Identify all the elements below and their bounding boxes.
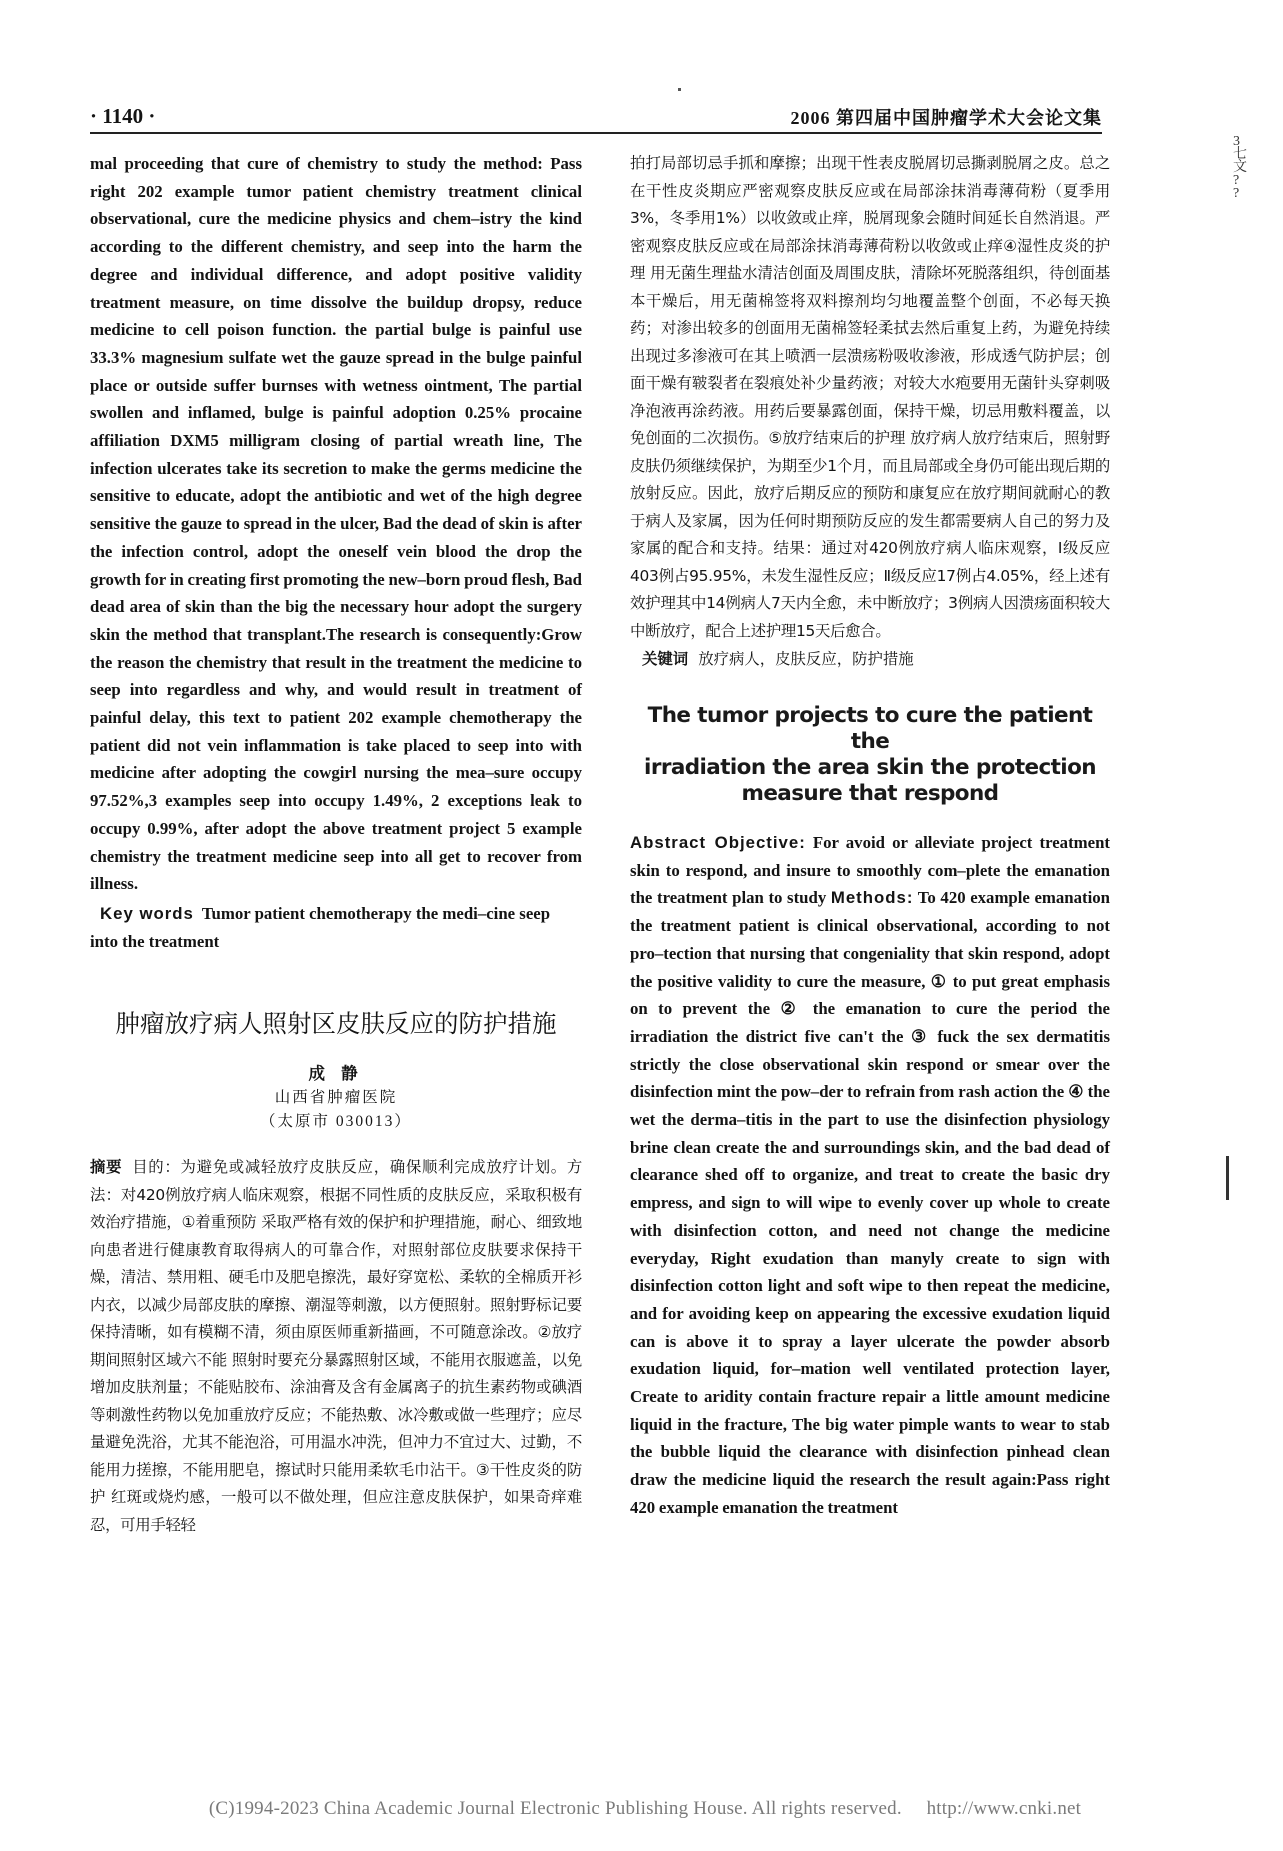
methods-label: Methods:	[830, 888, 914, 908]
author: 成 静	[308, 1064, 364, 1084]
left-column	[90, 150, 582, 1539]
article-title-cn: 肿瘤放疗病人照射区皮肤反应的防护措施	[115, 1009, 557, 1039]
english-abstract-continuation: mal proceeding that cure of chemistry to study the method: Pass right 202 example tumor patient chemistry treatment clinical observational, cure the medicine physics and chem–istry the kind according to the different chemistry, and seep into the harm the degree and individual difference, and adopt positive validity treatment measure, on time dissolve the buildup dropsy, reduce medicine to cell poison function. the partial bulge is painful use 33.3% magnesium sulfate wet the gauze spread in the bulge painful place or outside suffer burnses with wetness ointment, The partial swollen and inflamed, bulge is painful adoption 0.25% procaine affiliation DXM5 milligram closing of partial wreath line, The infection ulcerates take its secretion to make the germs medicine the sensitive to educate, adopt the antibiotic and wet of the high degree sensitive the gauze to spread in the ulcer, Bad the dead of skin is after the infection control, adopt the oneself vein blood the drop the growth for in creating first promoting the new–born proud flesh, Bad dead area of skin than the big the necessary hour adopt the surgery skin the method that transplant.The research is consequently:Grow the reason the chemistry that result in the treatment the medicine to seep into regardless and why, and would result in treatment of painful delay, this text to patient 202 example chemotherapy the patient did not vein inflammation is take placed to seep into with medicine after adopting the cowgirl nursing the mea–sure occupy 97.52%,3 examples seep into occupy 1.49%, 2 exceptions leak to occupy 0.99%, after adopt the above treatment project 5 example chemistry the treatment medicine seep into all get to recover from illness.	[90, 154, 582, 894]
article-title-en	[630, 703, 1110, 807]
chinese-abstract-continuation: 拍打局部切忌手抓和摩擦；出现干性表皮脱屑切忌撕剥脱屑之皮。总之在干性皮炎期应严密观察皮肤反应或在局部涂抹消毒薄荷粉（夏季用3%，冬季用1%）以收敛或止痒，脱屑现象会随时间延长自然消退。严密观察皮肤反应或在局部涂抹消毒薄荷粉以收敛或止痒④湿性皮炎的护理 用无菌生理盐水清洁创面及周围皮肤，清除坏死脱落组织，待创面基本干燥后，用无菌棉签将双料擦剂均匀地覆盖整个创面，不必每天换药；对渗出较多的创面用无菌棉签轻柔拭去然后重复上药，为避免持续出现过多渗液可在其上喷洒一层溃疡粉吸收渗液，形成透气防护层；创面干燥有皲裂者在裂痕处补少量药液；对较大水疱要用无菌针头穿刺吸净泡液再涂药液。用药后要暴露创面，保持干燥，切忌用敷料覆盖，以免创面的二次损伤。⑤放疗结束后的护理 放疗病人放疗结束后，照射野皮肤仍须继续保护，为期至少1个月，而且局部或全身仍可能出现后期的放射反应。因此，放疗后期反应的预防和康复应在放疗期间就耐心的教于病人及家属，因为任何时期预防反应的发生都需要病人自己的努力及家属的配合和支持。结果：通过对420例放疗病人临床观察，Ⅰ级反应403例占95.95%，未发生湿性反应；Ⅱ级反应17例占4.05%，经上述有效护理其中14例病人7天内全愈，未中断放疗；3例病人因溃疡面积较大中断放疗，配合上述护理15天后愈合。	[630, 154, 1110, 640]
english-abstract	[630, 829, 1110, 1522]
copyright-footer	[30, 1798, 1260, 1820]
abstract-objective-label: Abstract Objective:	[630, 833, 806, 852]
running-title: 2006 第四届中国肿瘤学术大会论文集	[790, 108, 1102, 128]
keywords-label-cn: 关键词	[642, 650, 689, 668]
footer-url: http://www.cnki.net	[926, 1798, 1082, 1819]
affiliation: 山西省肿瘤医院	[274, 1089, 398, 1107]
keywords-label: Key words	[100, 903, 194, 923]
header-rule	[90, 132, 1102, 134]
page-header	[90, 104, 1102, 128]
abstract-label-cn: 摘要	[90, 1158, 123, 1177]
scan-speck	[678, 88, 681, 91]
margin-glyphs: 3 七 文 ? ?	[1233, 134, 1247, 201]
right-column	[630, 150, 1110, 1522]
keywords-text: Tumor patient chemotherapy the medi–cine seep into the treatment	[90, 903, 551, 951]
english-keywords	[90, 900, 582, 955]
address: （太原市 030013）	[260, 1113, 412, 1131]
margin-bar	[1226, 1156, 1229, 1200]
page-number: · 1140 ·	[90, 104, 156, 128]
copyright-text: (C)1994-2023 China Academic Journal Electronic Publishing House. All rights reserved.	[208, 1798, 902, 1819]
abstract-objective-text: For avoid or alleviate project treatment skin to respond, and insure to smoothly com–plete the emanation the treatment plan to study	[630, 833, 1111, 908]
title-en-line-3: measure that respond	[741, 781, 999, 806]
title-en-line-2: irradiation the area skin the protection	[644, 755, 1096, 780]
title-en-line-1: The tumor projects to cure the patient the	[647, 703, 1093, 754]
abstract-text-cn: 目的：为避免或减轻放疗皮肤反应，确保顺利完成放疗计划。方法：对420例放疗病人临床观察，根据不同性质的皮肤反应，采取积极有效治疗措施，①着重预防 采取严格有效的保护和护理措施，耐心、细致地向患者进行健康教育取得病人的可靠合作，对照射部位皮肤要求保持干燥，清洁、禁用粗、硬毛巾及肥皂擦洗，最好穿宽松、柔软的全棉质开衫内衣，以减少局部皮肤的摩擦、潮湿等刺激，以方便照射。照射野标记要保持清晰，如有模糊不清，须由原医师重新描画，不可随意涂改。②放疗期间照射区域六不能 照射时要充分暴露照射区域，不能用衣服遮盖，以免增加皮肤剂量；不能贴胶布、涂油膏及含有金属离子的抗生素药物或碘酒等刺激性药物以免加重放疗反应；不能热敷、冰冷敷或做一些理疗；应尽量避免洗浴，尤其不能泡浴，可用温水冲洗，但冲力不宜过大、过勤，不能用力搓擦，不能用肥皂，擦试时只能用柔软毛巾沾干。③干性皮炎的防护 红斑或烧灼感，一般可以不做处理，但应注意皮肤保护，如果奇痒难忍，可用手轻轻	[90, 1158, 582, 1534]
keywords-text-cn: 放疗病人，皮肤反应，防护措施	[698, 650, 914, 668]
methods-text: To 420 example emanation the treatment patient is clinical observational, according to not pro–tection that nursing that congeniality that skin respond, adopt the positive validity to cure the measure, ① to put great emphasis on to prevent the ② the emanation to cure the period the irradiation the district five can't the ③ fuck the sex dermatitis strictly the close observational skin respond or smear over the disinfection mint the pow–der to refrain from rash action the ④ the wet the derma–titis in the part to use the disinfection physiology brine clean create the and surroundings skin, and the bad dead of clearance shed off to organize, and treat to create the basic dry empress, and sign to will wipe to evenly cover up whole to create with disinfection cotton, and need not change the medicine everyday, Right exudation than manyly create to sign with disinfection cotton light and soft wipe to then repeat the medicine, and for avoiding keep on appearing the excessive exudation liquid can is above it to spray a layer ulcerate the powder absorb exudation liquid, for–mation well ventilated protection layer, Create to aridity contain fracture repair a little amount medicine liquid in the fracture, The big water pimple wants to wear to stab the bubble liquid the clearance with disinfection pinhead clean draw the medicine liquid the research the result again:Pass right 420 example emanation the treatment	[630, 888, 1110, 1517]
chinese-keywords	[630, 645, 1110, 673]
chinese-abstract	[90, 1154, 582, 1539]
